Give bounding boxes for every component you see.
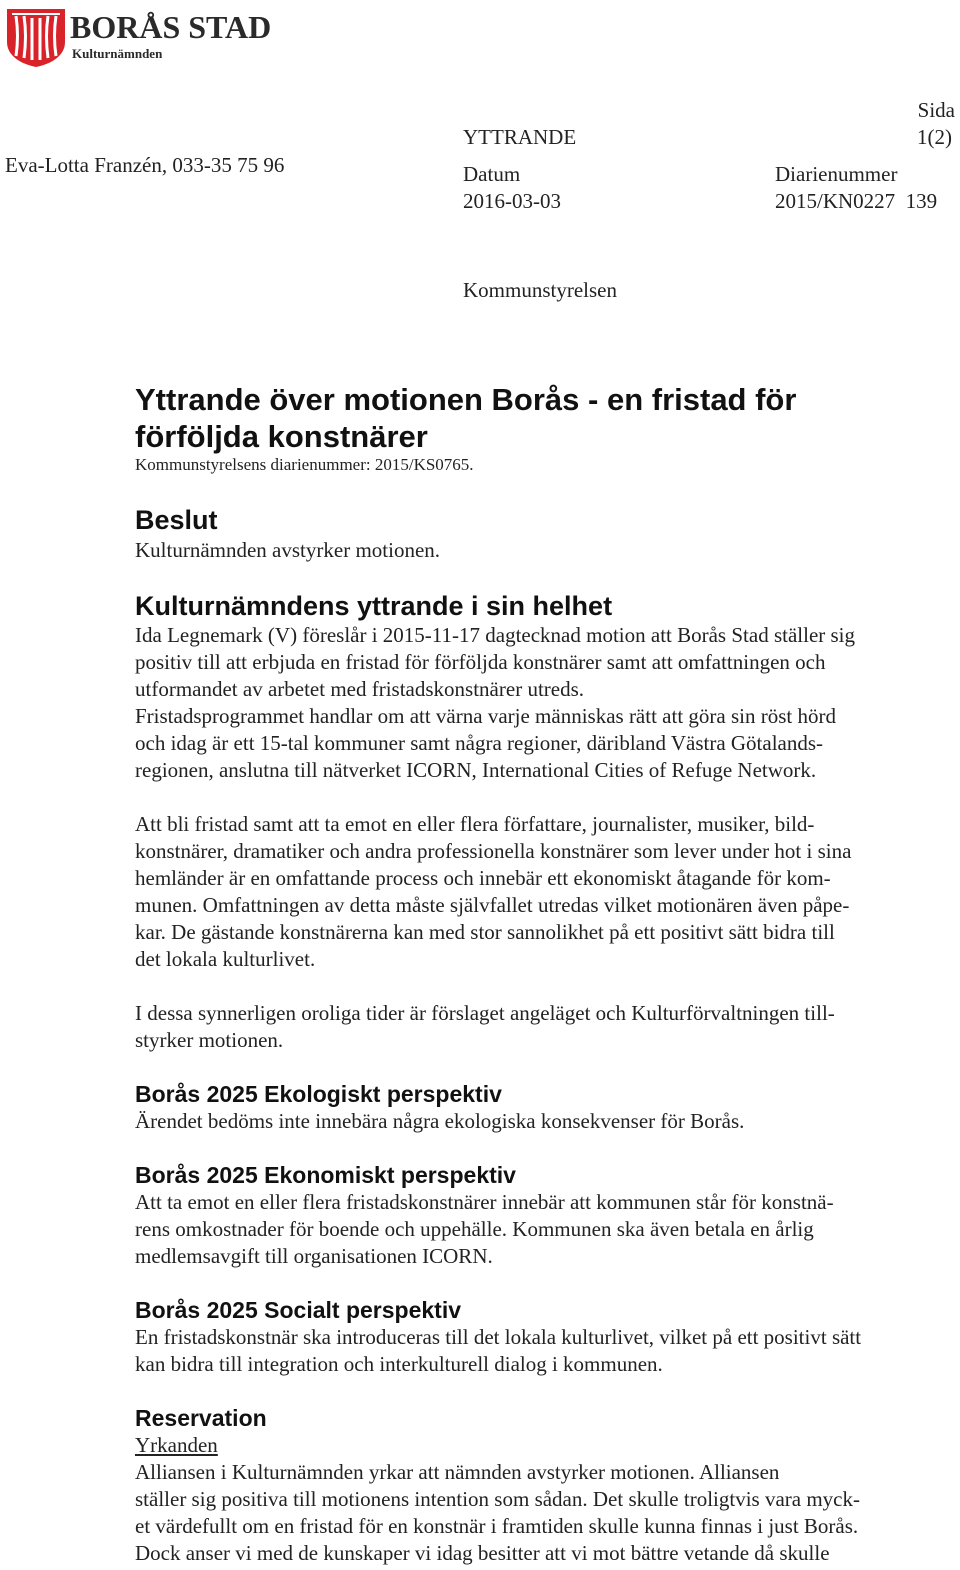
date-value: 2016-03-03 xyxy=(463,189,561,213)
text-line: medlemsavgift till organisationen ICORN. xyxy=(135,1244,493,1268)
text-line: Att bli fristad samt att ta emot en eller flera författare, journalister, musiker, bild- xyxy=(135,812,815,836)
text-line: hemländer är en omfattande process och innebär ett ekonomiskt åtagande för kom- xyxy=(135,866,831,890)
recipient: Kommunstyrelsen xyxy=(463,278,617,302)
helhet-paragraph-2 xyxy=(135,703,935,784)
text-line: Dock anser vi med de kunskaper vi idag besitter att vi mot bättre vetande då skulle xyxy=(135,1541,830,1565)
helhet-paragraph-3 xyxy=(135,811,935,973)
beslut-text: Kulturnämnden avstyrker motionen. xyxy=(135,538,441,562)
reservation-text xyxy=(135,1459,935,1567)
text-line: En fristadskonstnär ska introduceras till det lokala kulturlivet, vilket på ett positivt sätt xyxy=(135,1325,862,1349)
text-line: konstnärer, dramatiker och andra professionella konstnärer som lever under hot i sina xyxy=(135,839,852,863)
reservation-heading: Reservation xyxy=(135,1405,267,1431)
text-line: Ida Legnemark (V) föreslår i 2015-11-17 dagtecknad motion att Borås Stad ställer sig xyxy=(135,623,856,647)
yrkanden-subheading: Yrkanden xyxy=(135,1433,218,1457)
diary-number-label: Diarienummer xyxy=(775,162,898,186)
text-line: I dessa synnerligen oroliga tider är förslaget angeläget och Kulturförvaltningen till- xyxy=(135,1001,835,1025)
document-type: YTTRANDE xyxy=(463,125,577,149)
text-line: rens omkostnader för boende och uppehälle. Kommunen ska även betala en årlig xyxy=(135,1217,814,1241)
text-line: munen. Omfattningen av detta måste självfallet utredas vilket motionären även påpe- xyxy=(135,893,850,917)
helhet-paragraph-4 xyxy=(135,1000,935,1054)
text-line: styrker motionen. xyxy=(135,1028,284,1052)
coat-of-arms-icon xyxy=(4,6,68,68)
page-number: 1(2) xyxy=(917,125,952,149)
ekonomiskt-heading: Borås 2025 Ekonomiskt perspektiv xyxy=(135,1162,516,1188)
text-line: Att ta emot en eller flera fristadskonstnärer innebär att kommunen står för konstnä- xyxy=(135,1190,834,1214)
ekologiskt-text xyxy=(135,1108,935,1135)
text-line: kar. De gästande konstnärerna kan med stor sannolikhet på ett positivt sätt bidra till xyxy=(135,920,835,944)
helhet-paragraph-1 xyxy=(135,622,935,703)
beslut-heading: Beslut xyxy=(135,505,218,535)
text-line: ställer sig positiva till motionens intention som sådan. Det skulle troligtvis vara myck- xyxy=(135,1487,860,1511)
text-line: Ärendet bedöms inte innebära några ekologiska konsekvenser för Borås. xyxy=(135,1109,745,1133)
text-line: Alliansen i Kulturnämnden yrkar att nämnden avstyrker motionen. Alliansen xyxy=(135,1460,780,1484)
document-title-line-1: Yttrande över motionen Borås - en fristad för xyxy=(135,382,797,417)
document-title-line-2: förföljda konstnärer xyxy=(135,419,428,454)
text-line: positiv till att erbjuda en fristad för förföljda konstnärer samt att omfattningen och xyxy=(135,650,826,674)
text-line: kan bidra till integration och interkulturell dialog i kommunen. xyxy=(135,1352,663,1376)
page-label: Sida xyxy=(917,98,955,122)
socialt-text xyxy=(135,1324,935,1378)
text-line: utformandet av arbetet med fristadskonstnärer utreds. xyxy=(135,677,585,701)
socialt-heading: Borås 2025 Socialt perspektiv xyxy=(135,1297,461,1323)
org-name: BORÅS STAD xyxy=(70,9,272,45)
date-label: Datum xyxy=(463,162,521,186)
ekonomiskt-text xyxy=(135,1189,935,1270)
text-line: et värdefullt om en fristad för en konstnär i framtiden skulle kunna finnas i just Borås. xyxy=(135,1514,859,1538)
text-line: regionen, anslutna till nätverket ICORN, International Cities of Refuge Network. xyxy=(135,758,817,782)
org-unit: Kulturnämnden xyxy=(72,46,163,61)
document-subtitle: Kommunstyrelsens diarienummer: 2015/KS0765. xyxy=(135,455,474,474)
diary-number-value: 2015/KN0227 139 xyxy=(775,189,938,213)
ekologiskt-heading: Borås 2025 Ekologiskt perspektiv xyxy=(135,1081,502,1107)
boras-stad-logo xyxy=(4,6,272,68)
helhet-heading: Kulturnämndens yttrande i sin helhet xyxy=(135,591,613,621)
text-line: och idag är ett 15-tal kommuner samt några regioner, däribland Västra Götalands- xyxy=(135,731,824,755)
text-line: Fristadsprogrammet handlar om att värna varje människas rätt att göra sin röst hörd xyxy=(135,704,836,728)
contact-info: Eva-Lotta Franzén, 033-35 75 96 xyxy=(5,153,285,177)
text-line: det lokala kulturlivet. xyxy=(135,947,316,971)
